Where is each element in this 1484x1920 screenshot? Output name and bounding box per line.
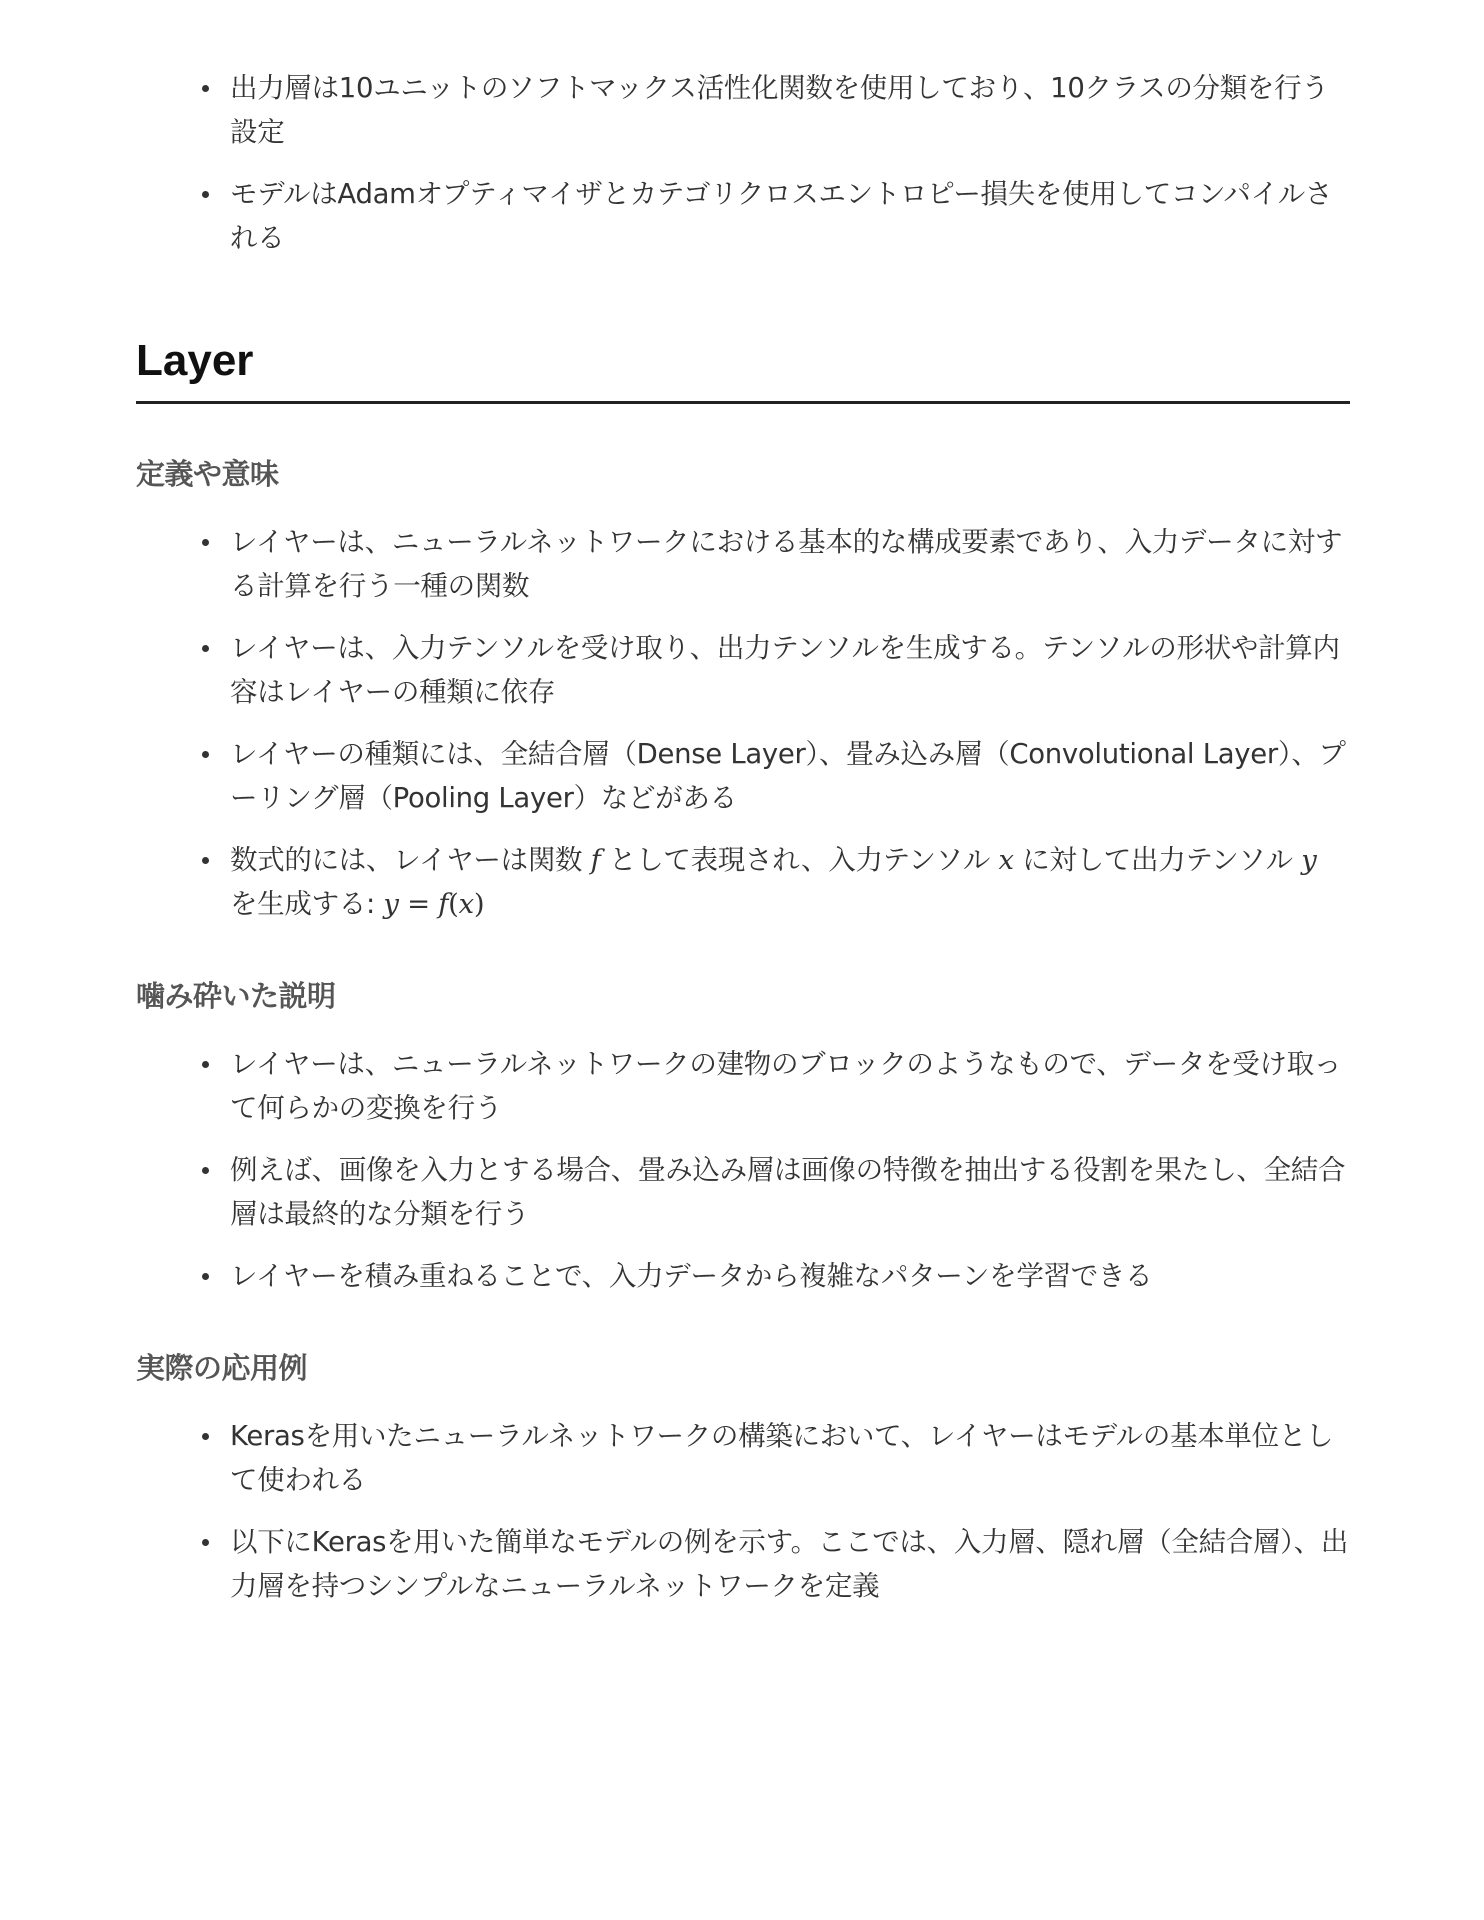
list-item: モデルはAdamオプティマイザとカテゴリクロスエントロピー損失を使用してコンパイルされる	[230, 172, 1350, 260]
list-item: Kerasを用いたニューラルネットワークの構築において、レイヤーはモデルの基本単位として使われる	[230, 1414, 1350, 1502]
math-var-f: f	[590, 844, 601, 876]
applications-heading: 実際の応用例	[136, 1351, 308, 1385]
math-text-4: を生成する:	[230, 888, 384, 920]
list-item: 以下にKerasを用いた簡単なモデルの例を示す。ここでは、入力層、隠れ層（全結合層）、出力層を持つシンプルなニューラルネットワークを定義	[230, 1520, 1350, 1608]
section-title: Layer	[136, 334, 1350, 404]
formula-y: y	[383, 888, 399, 920]
math-var-y: y	[1301, 844, 1317, 876]
math-var-x: x	[998, 844, 1014, 876]
formula-f: f	[438, 888, 449, 920]
applications-bullet-list	[136, 1414, 1350, 1608]
formula-close-paren: )	[473, 888, 485, 920]
list-item: レイヤーは、入力テンソルを受け取り、出力テンソルを生成する。テンソルの形状や計算内容はレイヤーの種類に依存	[230, 626, 1350, 714]
formula-x: x	[458, 888, 474, 920]
formula-equals: =	[398, 888, 439, 920]
explanation-heading: 噛み砕いた説明	[136, 979, 336, 1013]
explanation-bullet-list	[136, 1042, 1350, 1298]
math-text-3: に対して出力テンソル	[1013, 844, 1302, 876]
list-item: レイヤーは、ニューラルネットワークにおける基本的な構成要素であり、入力データに対する計算を行う一種の関数	[230, 520, 1350, 608]
intro-bullet-list	[136, 66, 1350, 260]
list-item: レイヤーを積み重ねることで、入力データから複雑なパターンを学習できる	[230, 1254, 1350, 1298]
definition-bullet-list	[136, 520, 1350, 926]
math-text-1: 数式的には、レイヤーは関数	[230, 844, 591, 876]
list-item: レイヤーの種類には、全結合層（Dense Layer）、畳み込み層（Convolutional Layer）、プーリング層（Pooling Layer）などがある	[230, 732, 1350, 820]
math-list-item	[230, 838, 1350, 926]
formula-open-paren: (	[448, 888, 459, 920]
list-item: 例えば、画像を入力とする場合、畳み込み層は画像の特徴を抽出する役割を果たし、全結合層は最終的な分類を行う	[230, 1148, 1350, 1236]
math-text-2: として表現され、入力テンソル	[600, 844, 999, 876]
definition-heading: 定義や意味	[136, 457, 279, 491]
math-formula	[383, 888, 484, 920]
list-item: レイヤーは、ニューラルネットワークの建物のブロックのようなもので、データを受け取って何らかの変換を行う	[230, 1042, 1350, 1130]
list-item: 出力層は10ユニットのソフトマックス活性化関数を使用しており、10クラスの分類を行う設定	[230, 66, 1350, 154]
